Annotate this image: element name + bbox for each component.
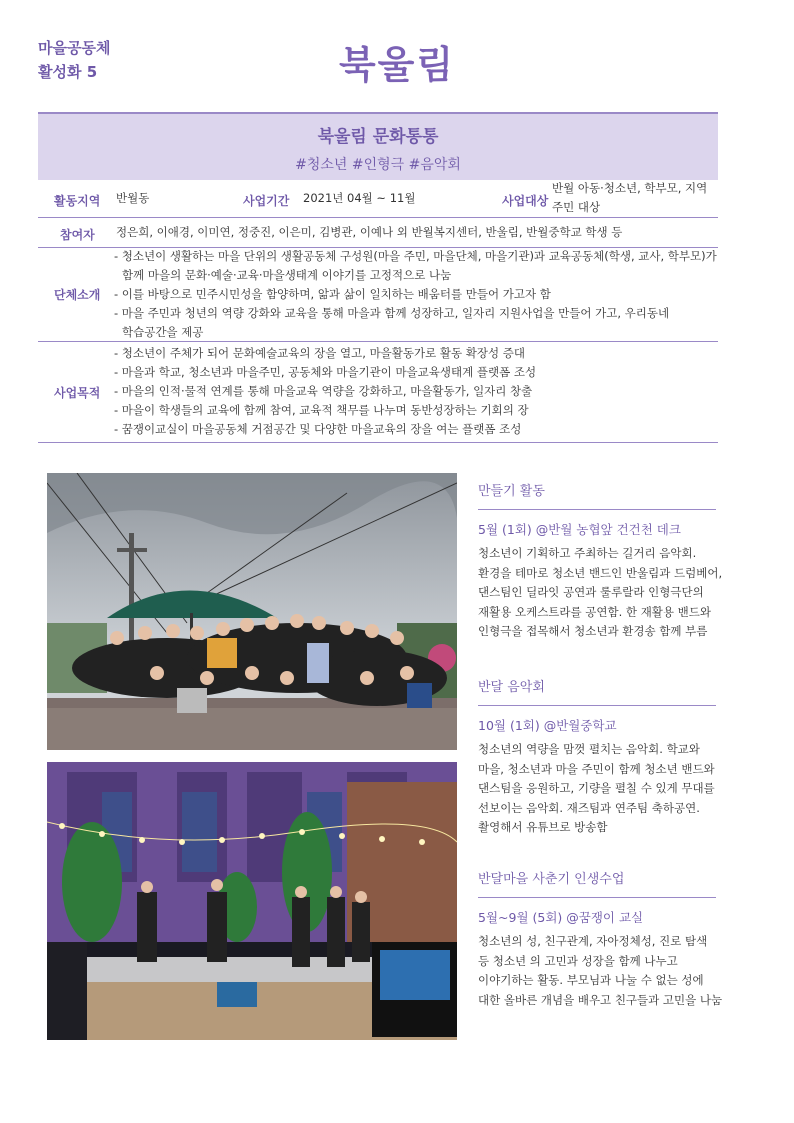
activity-schedule: 10월 (1회) @반월중학교	[478, 718, 617, 733]
description-line: 환경을 테마로 청소년 밴드인 반울림과 드럼베어,	[478, 565, 723, 580]
intro-label: 단체소개	[54, 288, 101, 302]
description-line: 선보이는 음악회. 재즈팀과 연주팀 축하공연.	[478, 800, 700, 815]
activity-3	[478, 868, 723, 1010]
area-value: 반월동	[116, 191, 150, 205]
description-line: 등 청소년 의 고민과 성장을 함께 나누고	[478, 953, 678, 968]
table-divider	[38, 442, 718, 443]
period-label: 사업기간	[243, 194, 290, 208]
activity-divider	[478, 705, 716, 706]
activity-description	[478, 932, 723, 1010]
list-item: - 마을과 학교, 청소년과 마을주민, 공동체와 마을기관이 마을교육생태계 플랫폼 조성	[114, 365, 537, 379]
activity-description	[478, 544, 723, 642]
activity-divider	[478, 897, 716, 898]
description-line: 댄스팀인 딜라잇 공연과 룰루랄라 인형극단의	[478, 585, 704, 599]
description-line: 재활용 오케스트라를 공연함. 한 재활용 밴드와	[478, 604, 712, 619]
target-value	[552, 179, 707, 217]
description-line: 댄스팀을 응원하고, 기량을 펼칠 수 있게 무대를	[478, 781, 715, 795]
group-photo	[47, 473, 457, 750]
activity-2	[478, 676, 718, 838]
description-line: 촬영해서 유튜브로 방송함	[478, 820, 608, 834]
table-divider	[38, 341, 718, 342]
description-line: 청소년의 성, 친구관계, 자아정체성, 진로 탐색	[478, 934, 708, 948]
list-item: - 마을이 학생들의 교육에 함께 참여, 교육적 책무를 나누며 동반성장하는 기회의 장	[114, 403, 529, 417]
activity-schedule: 5월~9월 (5회) @꿈쟁이 교실	[478, 910, 644, 925]
activity-description	[478, 740, 718, 838]
description-line: 대한 올바른 개념을 배우고 친구들과 고민을 나눔	[478, 992, 723, 1007]
activity-divider	[478, 509, 716, 510]
activity-schedule: 5월 (1회) @반월 농협앞 건건천 데크	[478, 522, 681, 537]
description-line: 마을, 청소년과 마을 주민이 함께 청소년 밴드와	[478, 761, 715, 776]
intro-list	[114, 247, 717, 342]
description-line: 이야기하는 활동. 부모님과 나눌 수 없는 성에	[478, 973, 704, 987]
list-item: - 마을의 인적·물적 연계를 통해 마을교육 역량을 강화하고, 마을활동가, 일자리 창출	[114, 384, 533, 398]
target-label: 사업대상	[502, 194, 549, 208]
activity-heading: 반달 음악회	[478, 680, 545, 695]
description-line: 청소년이 기획하고 주최하는 길거리 음악회.	[478, 546, 697, 560]
list-item: - 꿈쟁이교실이 마을공동체 거점공간 및 다양한 마을교육의 장을 여는 플랫폼 조성	[114, 422, 522, 436]
description-line: 청소년의 역량을 맘껏 펼치는 음악회. 학교와	[478, 742, 700, 756]
area-label: 활동지역	[54, 194, 101, 208]
page-title: 북울림	[338, 43, 456, 87]
activity-1	[478, 480, 723, 642]
table-header-band	[38, 112, 718, 180]
period-value: 2021년 04월 ~ 11월	[303, 191, 416, 205]
description-line: 인형극을 접목해서 청소년과 환경송 함께 부름	[478, 624, 708, 638]
section-label-line2: 활성화 5	[38, 63, 98, 81]
list-item: - 마을 주민과 청년의 역량 강화와 교육을 통해 마을과 함께 성장하고, 일자리 지원사업을 만들어 가고, 우리동네	[114, 306, 670, 320]
list-item: - 이를 바탕으로 민주시민성을 함양하며, 앎과 삶이 일치하는 배움터를 만들어 가고자 함	[114, 287, 551, 301]
activity-heading: 반달마을 사춘기 인생수업	[478, 872, 625, 887]
activity-heading: 만들기 활동	[478, 484, 545, 499]
concert-photo	[47, 762, 457, 1040]
participants-value: 정은희, 이애경, 이미연, 정중진, 이은미, 김병관, 이예나 외 반월복지센터, 반울림, 반월중학교 학생 등	[116, 225, 623, 239]
table-divider	[38, 217, 718, 218]
purpose-list	[114, 344, 536, 439]
program-title: 북울림 문화통통	[317, 127, 439, 147]
target-line1: 반월 아동·청소년, 학부모, 지역	[552, 181, 708, 195]
list-item: - 청소년이 주체가 되어 문화예술교육의 장을 열고, 마을활동가로 활동 확장성 증대	[114, 346, 525, 360]
list-item: 함께 마을의 문화·예술·교육·마을생태계 이야기를 고정적으로 나눔	[122, 268, 452, 282]
purpose-label: 사업목적	[54, 386, 101, 400]
target-line2: 주민 대상	[552, 200, 601, 214]
participants-label: 참여자	[60, 228, 95, 242]
list-item: - 청소년이 생활하는 마을 단위의 생활공동체 구성원(마을 주민, 마을단체, 마을기관)과 교육공동체(학생, 교사, 학부모)가	[114, 249, 717, 263]
section-label-line1: 마을공동체	[38, 39, 111, 57]
list-item: 학습공간을 제공	[122, 325, 204, 339]
program-tags: #청소년 #인형극 #음악회	[295, 157, 461, 173]
